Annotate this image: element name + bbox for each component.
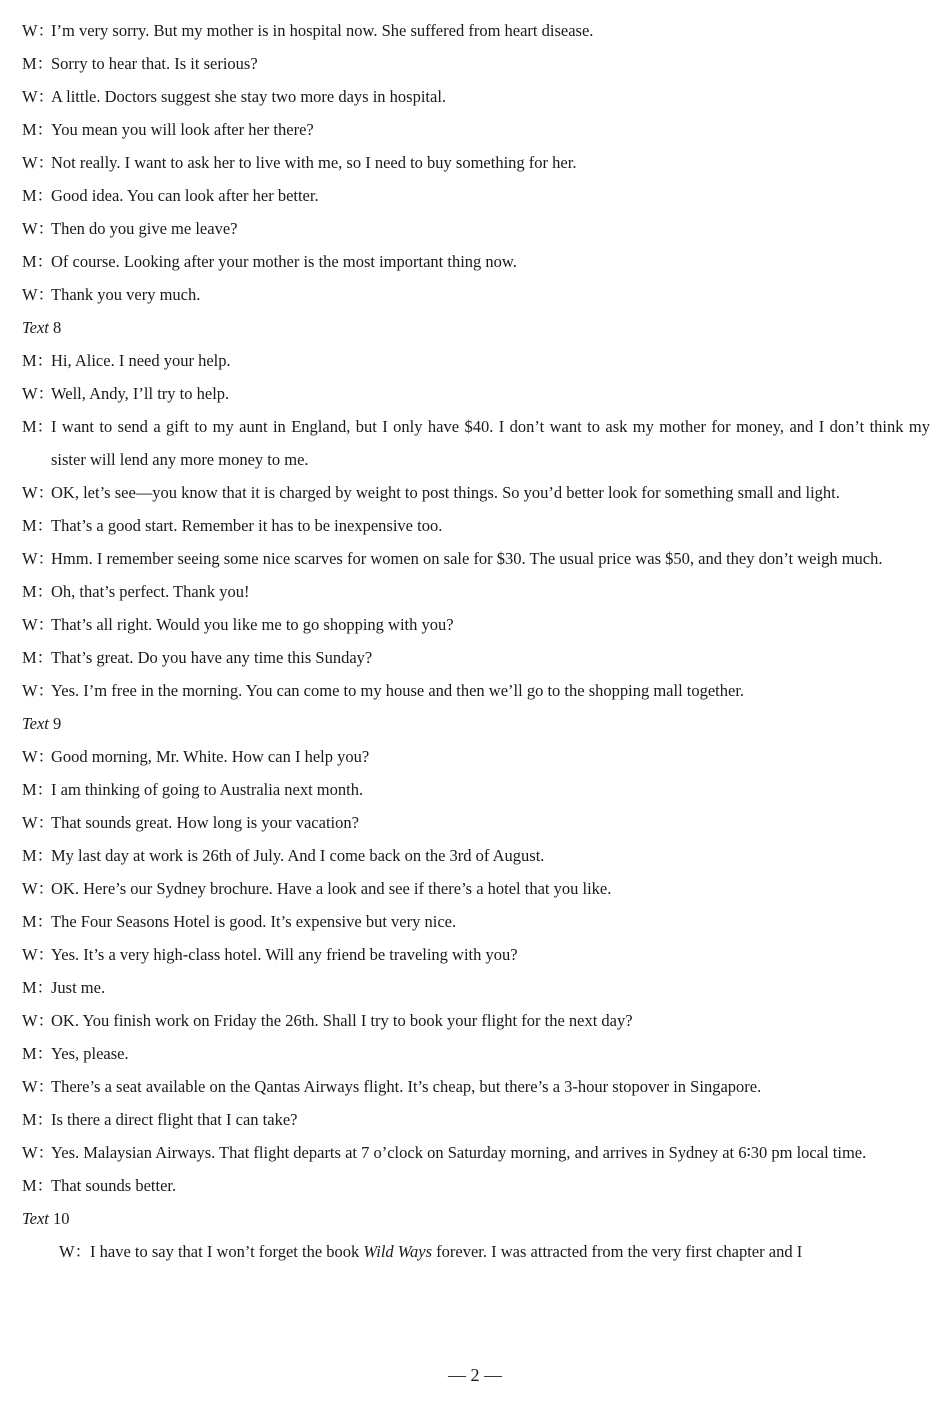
dialogue-text: Yes. Malaysian Airways. That flight departs at 7 o’clock on Saturday morning, and arrives in Sydney at 6∶30 pm local time. (51, 1143, 867, 1162)
dialogue-line (22, 344, 930, 377)
speaker-label: W： (22, 87, 55, 106)
section-label: Text (22, 318, 49, 337)
dialogue-text: Good morning, Mr. White. How can I help you? (51, 747, 370, 766)
speaker-label: W： (22, 747, 55, 766)
dialogue-block-top (22, 14, 930, 311)
dialogue-text: My last day at work is 26th of July. And I come back on the 3rd of August. (51, 846, 545, 865)
speaker-label: M： (22, 120, 54, 139)
speaker-label: W： (22, 681, 55, 700)
dialogue-line (22, 113, 930, 146)
speaker-label: W： (22, 384, 55, 403)
speaker-label: M： (22, 351, 54, 370)
dialogue-line (22, 839, 930, 872)
speaker-label: W： (22, 813, 55, 832)
dialogue-text: Of course. Looking after your mother is the most important thing now. (51, 252, 517, 271)
dialogue-line (22, 806, 930, 839)
dialogue-text: Yes. It’s a very high-class hotel. Will any friend be traveling with you? (51, 945, 518, 964)
speaker-label: M： (22, 648, 54, 667)
dialogue-text: OK, let’s see—you know that it is charged by weight to post things. So you’d better look for something small and light. (51, 483, 840, 502)
dialogue-line (22, 278, 930, 311)
dialogue-line (22, 1070, 930, 1103)
speaker-label: W： (22, 1077, 55, 1096)
dialogue-line (22, 674, 930, 707)
speaker-label: W： (22, 879, 55, 898)
dialogue-text: OK. Here’s our Sydney brochure. Have a look and see if there’s a hotel that you like. (51, 879, 612, 898)
dialogue-block-text-9 (22, 740, 930, 1202)
dialogue-line (22, 542, 930, 575)
dialogue-text: That’s all right. Would you like me to go shopping with you? (51, 615, 454, 634)
speaker-label: W： (22, 1143, 55, 1162)
dialogue-text: Not really. I want to ask her to live with me, so I need to buy something for her. (51, 153, 577, 172)
dialogue-line (22, 47, 930, 80)
section-number: 8 (48, 318, 62, 337)
dialogue-line (22, 905, 930, 938)
dialogue-text: I am thinking of going to Australia next month. (51, 780, 364, 799)
speaker-label: W： (22, 285, 55, 304)
speaker-label: W： (22, 1011, 55, 1030)
speaker-label: W： (22, 153, 55, 172)
dialogue-line (22, 80, 930, 113)
section-number: 10 (48, 1209, 70, 1228)
dialogue-line (22, 575, 930, 608)
section-number: 9 (48, 714, 62, 733)
dialogue-text (90, 1235, 930, 1268)
dialogue-line (22, 773, 930, 806)
dialogue-line (22, 740, 930, 773)
speaker-label: W： (22, 219, 55, 238)
speaker-label: W： (22, 21, 55, 40)
dialogue-line (22, 146, 930, 179)
dialogue-line (22, 212, 930, 245)
dialogue-text: A little. Doctors suggest she stay two more days in hospital. (51, 87, 447, 106)
text-segment: I have to say that I won’t forget the book (90, 1242, 364, 1261)
speaker-label: M： (22, 846, 54, 865)
dialogue-line (22, 1103, 930, 1136)
dialogue-line (22, 1004, 930, 1037)
dialogue-text: Hmm. I remember seeing some nice scarves for women on sale for $30. The usual price was $50, and they don’t weigh much. (51, 549, 883, 568)
dialogue-text: Yes. I’m free in the morning. You can come to my house and then we’ll go to the shopping mall together. (51, 681, 745, 700)
transcript-page (22, 14, 930, 1268)
dialogue-text: You mean you will look after her there? (51, 120, 314, 139)
dialogue-line (22, 377, 930, 410)
dialogue-line (22, 245, 930, 278)
dialogue-text: Good idea. You can look after her better. (51, 186, 319, 205)
speaker-label: M： (22, 912, 54, 931)
speaker-label: M： (22, 186, 54, 205)
dialogue-text: That’s a good start. Remember it has to be inexpensive too. (51, 516, 443, 535)
dialogue-text: Then do you give me leave? (51, 219, 238, 238)
speaker-label: W： (22, 549, 55, 568)
dialogue-line-text-10 (22, 1235, 930, 1268)
speaker-label: M： (22, 417, 54, 436)
dialogue-text: OK. You finish work on Friday the 26th. Shall I try to book your flight for the next day? (51, 1011, 633, 1030)
dialogue-text: Is there a direct flight that I can take? (51, 1110, 298, 1129)
section-label: Text (22, 714, 49, 733)
speaker-label: M： (22, 1110, 54, 1129)
dialogue-line (22, 476, 930, 509)
dialogue-line (22, 608, 930, 641)
dialogue-text: I want to send a gift to my aunt in England, but I only have $40. I don’t want to ask my mother for money, and I don’t think my sister will lend any more money to me. (51, 417, 930, 469)
dialogue-text: Well, Andy, I’ll try to help. (51, 384, 230, 403)
speaker-label: M： (22, 780, 54, 799)
page-number: — 2 — (448, 1365, 502, 1385)
section-heading-text-10 (22, 1202, 930, 1235)
dialogue-text: I’m very sorry. But my mother is in hospital now. She suffered from heart disease. (51, 21, 594, 40)
dialogue-line (22, 971, 930, 1004)
section-label: Text (22, 1209, 49, 1228)
dialogue-line (22, 1037, 930, 1070)
dialogue-line (22, 938, 930, 971)
speaker-label: M： (22, 252, 54, 271)
dialogue-line (22, 14, 930, 47)
dialogue-text: Sorry to hear that. Is it serious? (51, 54, 258, 73)
section-heading-text-9 (22, 707, 930, 740)
dialogue-line (22, 641, 930, 674)
book-title: Wild Ways (363, 1242, 433, 1261)
dialogue-line (22, 872, 930, 905)
dialogue-text: Yes, please. (51, 1044, 129, 1063)
speaker-label: M： (22, 1176, 54, 1195)
speaker-label: M： (22, 978, 54, 997)
dialogue-line (22, 179, 930, 212)
dialogue-line (22, 410, 930, 476)
dialogue-text: That’s great. Do you have any time this Sunday? (51, 648, 373, 667)
dialogue-text: Hi, Alice. I need your help. (51, 351, 231, 370)
dialogue-text: The Four Seasons Hotel is good. It’s expensive but very nice. (51, 912, 457, 931)
section-heading-text-8 (22, 311, 930, 344)
dialogue-line (22, 1169, 930, 1202)
dialogue-line (22, 1136, 930, 1169)
speaker-label: M： (22, 1044, 54, 1063)
dialogue-text: Oh, that’s perfect. Thank you! (51, 582, 250, 601)
speaker-label: M： (22, 582, 54, 601)
speaker-label: W： (59, 1242, 92, 1261)
speaker-label: W： (22, 483, 55, 502)
dialogue-line (22, 509, 930, 542)
speaker-label: M： (22, 516, 54, 535)
dialogue-text: There’s a seat available on the Qantas Airways flight. It’s cheap, but there’s a 3-hour stopover in Singapore. (51, 1077, 762, 1096)
dialogue-text: Thank you very much. (51, 285, 201, 304)
dialogue-text: Just me. (51, 978, 106, 997)
dialogue-text: That sounds better. (51, 1176, 177, 1195)
dialogue-text: That sounds great. How long is your vacation? (51, 813, 359, 832)
text-segment: forever. I was attracted from the very first chapter and I (432, 1242, 803, 1261)
dialogue-block-text-8 (22, 344, 930, 707)
speaker-label: M： (22, 54, 54, 73)
speaker-label: W： (22, 615, 55, 634)
speaker-label: W： (22, 945, 55, 964)
